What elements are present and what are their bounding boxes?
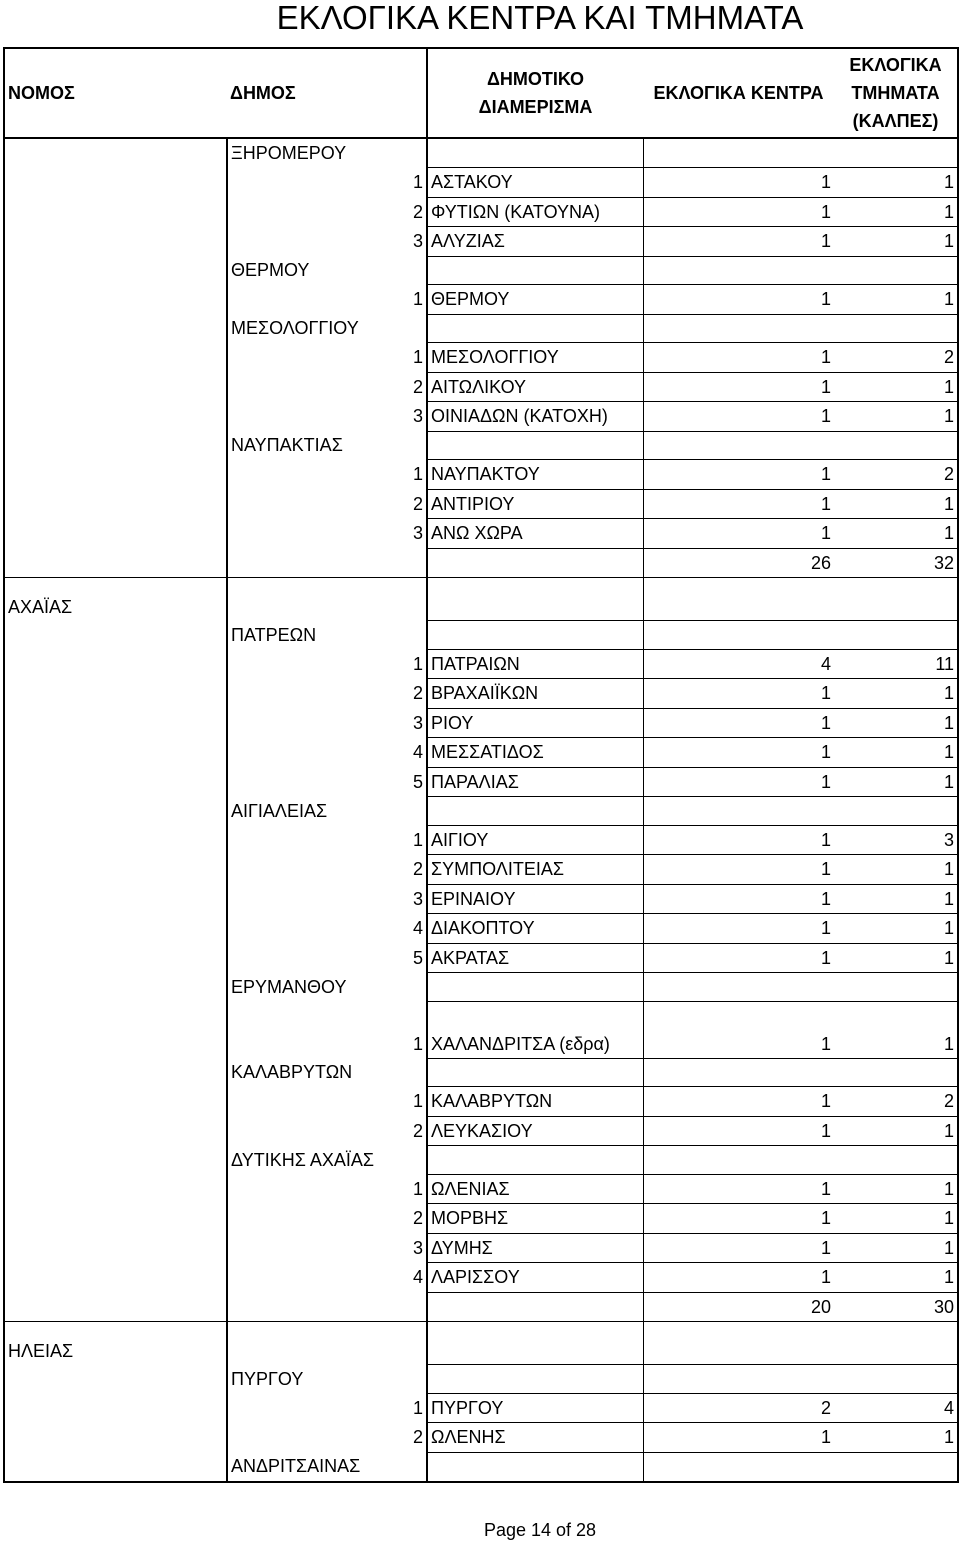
- cell-dimos: 5: [412, 947, 423, 968]
- cell-kentra: 1: [643, 1174, 834, 1204]
- cell-tmimata: 1: [834, 168, 958, 198]
- cell-kentra: 1: [643, 168, 834, 198]
- cell-diamerisma: [427, 431, 643, 460]
- cell-nomos: [4, 1001, 227, 1058]
- cell-kentra: 1: [643, 708, 834, 738]
- cell-diamerisma: ΩΛΕΝΗΣ: [427, 1423, 643, 1453]
- cell-nomos: [4, 943, 227, 973]
- cell-kentra: 1: [643, 460, 834, 490]
- cell-nomos: [4, 372, 227, 402]
- cell-kentra: 1: [643, 1087, 834, 1117]
- cell-diamerisma: [427, 1058, 643, 1087]
- cell-diamerisma: [427, 314, 643, 343]
- cell-diamerisma: ΑΝΤΙΡΙΟΥ: [427, 489, 643, 519]
- cell-dimos: 2: [412, 201, 423, 222]
- cell-nomos: [4, 1393, 227, 1423]
- cell-nomos: [4, 314, 227, 343]
- cell-kentra: [643, 621, 834, 650]
- page-title: ΕΚΛΟΓΙΚΑ ΚΕΝΤΡΑ ΚΑΙ ΤΜΗΜΑΤΑ: [276, 0, 804, 36]
- table-row: [4, 431, 958, 460]
- cell-tmimata: 1: [834, 884, 958, 914]
- cell-kentra: [643, 797, 834, 826]
- cell-dimos: 3: [412, 406, 423, 426]
- cell-diamerisma: ΑΣΤΑΚΟΥ: [427, 168, 643, 198]
- cell-nomos: [4, 1233, 227, 1263]
- table-header-row: [4, 48, 958, 138]
- cell-nomos: [4, 679, 227, 709]
- cell-diamerisma: ΦΥΤΙΩΝ (ΚΑΤΟΥΝΑ): [427, 197, 643, 227]
- cell-diamerisma: ΣΥΜΠΟΛΙΤΕΙΑΣ: [427, 855, 643, 885]
- table-row: [4, 168, 958, 198]
- cell-diamerisma: [427, 1292, 643, 1322]
- cell-dimos: ΑΝΔΡΙΤΣΑΙΝΑΣ: [227, 1452, 427, 1482]
- table-row: [4, 738, 958, 768]
- cell-nomos: ΑΧΑΪΑΣ: [4, 578, 227, 621]
- table-row: [4, 679, 958, 709]
- table-row: [4, 797, 958, 826]
- cell-tmimata: 1: [834, 227, 958, 257]
- cell-tmimata: 1: [834, 1233, 958, 1263]
- cell-diamerisma: ΑΙΓΙΟΥ: [427, 825, 643, 855]
- table-row: [4, 914, 958, 944]
- cell-kentra: 26: [643, 548, 834, 578]
- cell-dimos: 2: [412, 683, 423, 703]
- header-dimos: ΔΗΜΟΣ: [227, 48, 427, 138]
- cell-tmimata: 1: [834, 943, 958, 973]
- table-row: [4, 825, 958, 855]
- header-diamerisma: ΔΗΜΟΤΙΚΟ ΔΙΑΜΕΡΙΣΜΑ: [427, 48, 643, 138]
- cell-tmimata: 1: [834, 372, 958, 402]
- table-row: [4, 1233, 958, 1263]
- cell-kentra: [643, 1452, 834, 1482]
- cell-kentra: [643, 973, 834, 1002]
- cell-diamerisma: ΠΥΡΓΟΥ: [427, 1393, 643, 1423]
- cell-kentra: 1: [643, 738, 834, 768]
- cell-tmimata: 3: [834, 825, 958, 855]
- cell-dimos: 1: [412, 1397, 423, 1418]
- cell-nomos: [4, 1146, 227, 1175]
- cell-nomos: [4, 1365, 227, 1394]
- cell-tmimata: 11: [834, 649, 958, 679]
- cell-dimos: [227, 578, 427, 621]
- cell-tmimata: 1: [834, 767, 958, 797]
- cell-kentra: [643, 1058, 834, 1087]
- cell-kentra: 1: [643, 519, 834, 549]
- cell-diamerisma: ΧΑΛΑΝΔΡΙΤΣΑ (εδρα): [427, 1001, 643, 1058]
- cell-dimos: ΑΙΓΙΑΛΕΙΑΣ: [231, 800, 328, 821]
- cell-tmimata: [834, 1146, 958, 1175]
- cell-nomos: [4, 767, 227, 797]
- cell-diamerisma: [427, 1146, 643, 1175]
- cell-dimos: 2: [412, 1120, 423, 1141]
- table-row: [4, 884, 958, 914]
- cell-tmimata: [834, 1058, 958, 1087]
- cell-tmimata: 2: [834, 460, 958, 490]
- table-row: [4, 943, 958, 973]
- cell-tmimata: 1: [834, 489, 958, 519]
- cell-nomos: [4, 825, 227, 855]
- cell-tmimata: 30: [834, 1292, 958, 1322]
- cell-tmimata: 2: [834, 1087, 958, 1117]
- cell-nomos: [4, 402, 227, 432]
- cell-dimos: ΔΥΤΙΚΗΣ ΑΧΑΪΑΣ: [231, 1149, 374, 1170]
- cell-tmimata: 1: [834, 519, 958, 549]
- cell-diamerisma: [427, 578, 643, 621]
- cell-tmimata: 4: [834, 1393, 958, 1423]
- table-row: [4, 460, 958, 490]
- cell-nomos: [4, 460, 227, 490]
- cell-tmimata: 1: [834, 197, 958, 227]
- cell-tmimata: [834, 1452, 958, 1482]
- cell-diamerisma: ΕΡΙΝΑΙΟΥ: [427, 884, 643, 914]
- cell-dimos: 1: [412, 829, 423, 850]
- header-tmimata: ΕΚΛΟΓΙΚΑ ΤΜΗΜΑΤΑ (ΚΑΛΠΕΣ): [834, 48, 958, 138]
- cell-diamerisma: ΑΛΥΖΙΑΣ: [427, 227, 643, 257]
- cell-dimos: 1: [412, 1091, 423, 1111]
- cell-diamerisma: ΔΙΑΚΟΠΤΟΥ: [427, 914, 643, 944]
- cell-dimos: 4: [412, 918, 423, 938]
- cell-kentra: 1: [643, 1204, 834, 1234]
- header-kentra: ΕΚΛΟΓΙΚΑ ΚΕΝΤΡΑ: [643, 48, 834, 138]
- cell-nomos: [4, 1087, 227, 1117]
- cell-dimos: 2: [412, 859, 423, 879]
- cell-kentra: 1: [643, 343, 834, 373]
- cell-diamerisma: [427, 621, 643, 650]
- table-row: [4, 1146, 958, 1175]
- cell-nomos: [4, 914, 227, 944]
- cell-nomos: [4, 1423, 227, 1453]
- cell-kentra: [643, 578, 834, 621]
- cell-tmimata: [834, 314, 958, 343]
- cell-nomos: [4, 548, 227, 578]
- cell-tmimata: [834, 973, 958, 1002]
- table-row: [4, 489, 958, 519]
- cell-diamerisma: ΜΕΣΟΛΟΓΓΙΟΥ: [427, 343, 643, 373]
- cell-diamerisma: ΜΟΡΒΗΣ: [427, 1204, 643, 1234]
- cell-dimos: [227, 548, 427, 578]
- cell-dimos: [227, 1292, 427, 1322]
- table-row: [4, 519, 958, 549]
- header-nomos: ΝΟΜΟΣ: [4, 48, 227, 138]
- cell-diamerisma: ΠΑΤΡΑΙΩΝ: [427, 649, 643, 679]
- cell-dimos: ΚΑΛΑΒΡΥΤΩΝ: [231, 1062, 353, 1082]
- cell-diamerisma: ΔΥΜΗΣ: [427, 1233, 643, 1263]
- cell-nomos: [4, 489, 227, 519]
- cell-dimos: ΜΕΣΟΛΟΓΓΙΟΥ: [231, 318, 359, 338]
- cell-dimos: 3: [412, 231, 423, 251]
- cell-nomos: [4, 884, 227, 914]
- cell-tmimata: 1: [834, 1116, 958, 1146]
- cell-diamerisma: ΩΛΕΝΙΑΣ: [427, 1174, 643, 1204]
- cell-nomos: [4, 855, 227, 885]
- cell-kentra: [643, 1365, 834, 1394]
- cell-diamerisma: ΛΕΥΚΑΣΙΟΥ: [427, 1116, 643, 1146]
- cell-diamerisma: [427, 256, 643, 285]
- cell-dimos: 1: [412, 289, 423, 309]
- cell-tmimata: [834, 138, 958, 168]
- cell-kentra: 1: [643, 285, 834, 315]
- cell-kentra: 1: [643, 227, 834, 257]
- cell-diamerisma: ΠΑΡΑΛΙΑΣ: [427, 767, 643, 797]
- table-row: [4, 227, 958, 257]
- cell-kentra: 1: [643, 1116, 834, 1146]
- cell-tmimata: 1: [834, 738, 958, 768]
- cell-diamerisma: ΑΚΡΑΤΑΣ: [427, 943, 643, 973]
- cell-diamerisma: ΝΑΥΠΑΚΤΟΥ: [427, 460, 643, 490]
- cell-kentra: 1: [643, 679, 834, 709]
- cell-tmimata: 1: [834, 285, 958, 315]
- table-row: [4, 578, 958, 621]
- cell-diamerisma: ΒΡΑΧΑΙΪΚΩΝ: [427, 679, 643, 709]
- cell-kentra: 1: [643, 855, 834, 885]
- cell-tmimata: 1: [834, 1204, 958, 1234]
- cell-nomos: [4, 519, 227, 549]
- cell-tmimata: 1: [834, 708, 958, 738]
- cell-kentra: [643, 314, 834, 343]
- cell-nomos: [4, 138, 227, 168]
- cell-dimos: ΕΡΥΜΑΝΘΟΥ: [231, 976, 347, 997]
- table-row: [4, 621, 958, 650]
- cell-nomos: [4, 649, 227, 679]
- table-row: [4, 343, 958, 373]
- cell-diamerisma: [427, 548, 643, 578]
- table-row: [4, 1393, 958, 1423]
- cell-kentra: 1: [643, 372, 834, 402]
- electoral-centers-table: [3, 47, 959, 1483]
- cell-dimos: ΝΑΥΠΑΚΤΙΑΣ: [231, 435, 343, 455]
- cell-tmimata: 1: [834, 1001, 958, 1058]
- cell-tmimata: [834, 256, 958, 285]
- table-row: [4, 855, 958, 885]
- cell-dimos: 4: [412, 742, 423, 762]
- table-row: [4, 1263, 958, 1293]
- table-row: [4, 1322, 958, 1365]
- cell-kentra: 1: [643, 767, 834, 797]
- table-row: [4, 1174, 958, 1204]
- table-row: [4, 138, 958, 168]
- table-row: [4, 548, 958, 578]
- cell-nomos: [4, 708, 227, 738]
- cell-kentra: 1: [643, 1263, 834, 1293]
- cell-dimos: 1: [412, 172, 423, 192]
- cell-tmimata: [834, 797, 958, 826]
- cell-nomos: [4, 197, 227, 227]
- table-row: [4, 256, 958, 285]
- cell-kentra: [643, 1146, 834, 1175]
- cell-nomos: [4, 256, 227, 285]
- cell-nomos: [4, 431, 227, 460]
- cell-dimos: [227, 1322, 427, 1365]
- cell-diamerisma: ΑΙΤΩΛΙΚΟΥ: [427, 372, 643, 402]
- cell-dimos: ΠΥΡΓΟΥ: [231, 1368, 304, 1389]
- cell-diamerisma: ΘΕΡΜΟΥ: [427, 285, 643, 315]
- cell-dimos: 1: [412, 1034, 423, 1054]
- cell-nomos: [4, 343, 227, 373]
- cell-tmimata: 1: [834, 679, 958, 709]
- cell-diamerisma: [427, 1322, 643, 1365]
- cell-dimos: 1: [412, 1178, 423, 1199]
- cell-kentra: 1: [643, 402, 834, 432]
- table-row: [4, 1452, 958, 1482]
- cell-diamerisma: [427, 1452, 643, 1482]
- cell-nomos: [4, 1204, 227, 1234]
- table-row: [4, 1423, 958, 1453]
- cell-nomos: [4, 738, 227, 768]
- cell-kentra: 1: [643, 489, 834, 519]
- cell-kentra: 1: [643, 825, 834, 855]
- cell-dimos: 2: [412, 1208, 423, 1228]
- cell-dimos: ΞΗΡΟΜΕΡΟΥ: [231, 143, 347, 163]
- cell-diamerisma: ΑΝΩ ΧΩΡΑ: [427, 519, 643, 549]
- cell-kentra: [643, 138, 834, 168]
- cell-diamerisma: ΚΑΛΑΒΡΥΤΩΝ: [427, 1087, 643, 1117]
- cell-dimos: ΘΕΡΜΟΥ: [231, 260, 310, 280]
- cell-kentra: 1: [643, 943, 834, 973]
- cell-diamerisma: [427, 973, 643, 1002]
- cell-tmimata: 1: [834, 402, 958, 432]
- table-row: [4, 767, 958, 797]
- cell-kentra: [643, 1322, 834, 1365]
- cell-nomos: [4, 285, 227, 315]
- cell-diamerisma: ΜΕΣΣΑΤΙΔΟΣ: [427, 738, 643, 768]
- cell-dimos: 1: [412, 464, 423, 484]
- table-row: [4, 1001, 958, 1058]
- cell-nomos: [4, 227, 227, 257]
- cell-nomos: [4, 1174, 227, 1204]
- cell-diamerisma: [427, 1365, 643, 1394]
- cell-tmimata: 2: [834, 343, 958, 373]
- cell-diamerisma: [427, 138, 643, 168]
- cell-kentra: 4: [643, 649, 834, 679]
- table-row: [4, 372, 958, 402]
- cell-kentra: 1: [643, 1233, 834, 1263]
- cell-nomos: [4, 973, 227, 1002]
- cell-dimos: 3: [412, 523, 423, 543]
- cell-nomos: [4, 1452, 227, 1482]
- cell-tmimata: 1: [834, 1423, 958, 1453]
- cell-tmimata: [834, 578, 958, 621]
- table-row: [4, 1292, 958, 1322]
- cell-dimos: 2: [412, 1427, 423, 1447]
- cell-diamerisma: ΛΑΡΙΣΣΟΥ: [427, 1263, 643, 1293]
- table-row: [4, 402, 958, 432]
- cell-dimos: 3: [412, 888, 423, 909]
- cell-kentra: 1: [643, 884, 834, 914]
- cell-nomos: [4, 1116, 227, 1146]
- table-row: [4, 285, 958, 315]
- cell-kentra: 2: [643, 1393, 834, 1423]
- cell-dimos: 3: [412, 712, 423, 733]
- cell-tmimata: [834, 1365, 958, 1394]
- cell-nomos: [4, 797, 227, 826]
- cell-kentra: 1: [643, 197, 834, 227]
- cell-nomos: [4, 1292, 227, 1322]
- cell-kentra: 1: [643, 914, 834, 944]
- cell-kentra: [643, 431, 834, 460]
- cell-tmimata: 32: [834, 548, 958, 578]
- table-row: [4, 197, 958, 227]
- cell-dimos: 1: [412, 347, 423, 367]
- table-row: [4, 314, 958, 343]
- page-footer: Page 14 of 28: [483, 1520, 597, 1540]
- table-row: [4, 1204, 958, 1234]
- table-row: [4, 649, 958, 679]
- cell-dimos: 3: [412, 1237, 423, 1258]
- cell-kentra: 1: [643, 1001, 834, 1058]
- table-row: [4, 708, 958, 738]
- cell-kentra: 1: [643, 1423, 834, 1453]
- cell-dimos: 1: [412, 653, 423, 674]
- table-row: [4, 1116, 958, 1146]
- cell-nomos: [4, 168, 227, 198]
- cell-tmimata: [834, 1322, 958, 1365]
- cell-dimos: 5: [412, 771, 423, 792]
- cell-diamerisma: ΟΙΝΙΑΔΩΝ (ΚΑΤΟΧΗ): [427, 402, 643, 432]
- table-row: [4, 1058, 958, 1087]
- cell-nomos: ΗΛΕΙΑΣ: [4, 1322, 227, 1365]
- cell-nomos: [4, 1263, 227, 1293]
- table-row: [4, 1087, 958, 1117]
- cell-diamerisma: [427, 797, 643, 826]
- cell-dimos: 4: [412, 1267, 423, 1287]
- table-row: [4, 973, 958, 1002]
- cell-dimos: ΠΑΤΡΕΩΝ: [231, 624, 317, 645]
- cell-tmimata: 1: [834, 1263, 958, 1293]
- cell-nomos: [4, 621, 227, 650]
- cell-dimos: 2: [412, 376, 423, 397]
- cell-diamerisma: ΡΙΟΥ: [427, 708, 643, 738]
- cell-dimos: 2: [412, 493, 423, 514]
- cell-tmimata: [834, 431, 958, 460]
- cell-tmimata: 1: [834, 914, 958, 944]
- cell-kentra: [643, 256, 834, 285]
- cell-tmimata: 1: [834, 1174, 958, 1204]
- cell-kentra: 20: [643, 1292, 834, 1322]
- cell-nomos: [4, 1058, 227, 1087]
- table-row: [4, 1365, 958, 1394]
- cell-tmimata: 1: [834, 855, 958, 885]
- cell-tmimata: [834, 621, 958, 650]
